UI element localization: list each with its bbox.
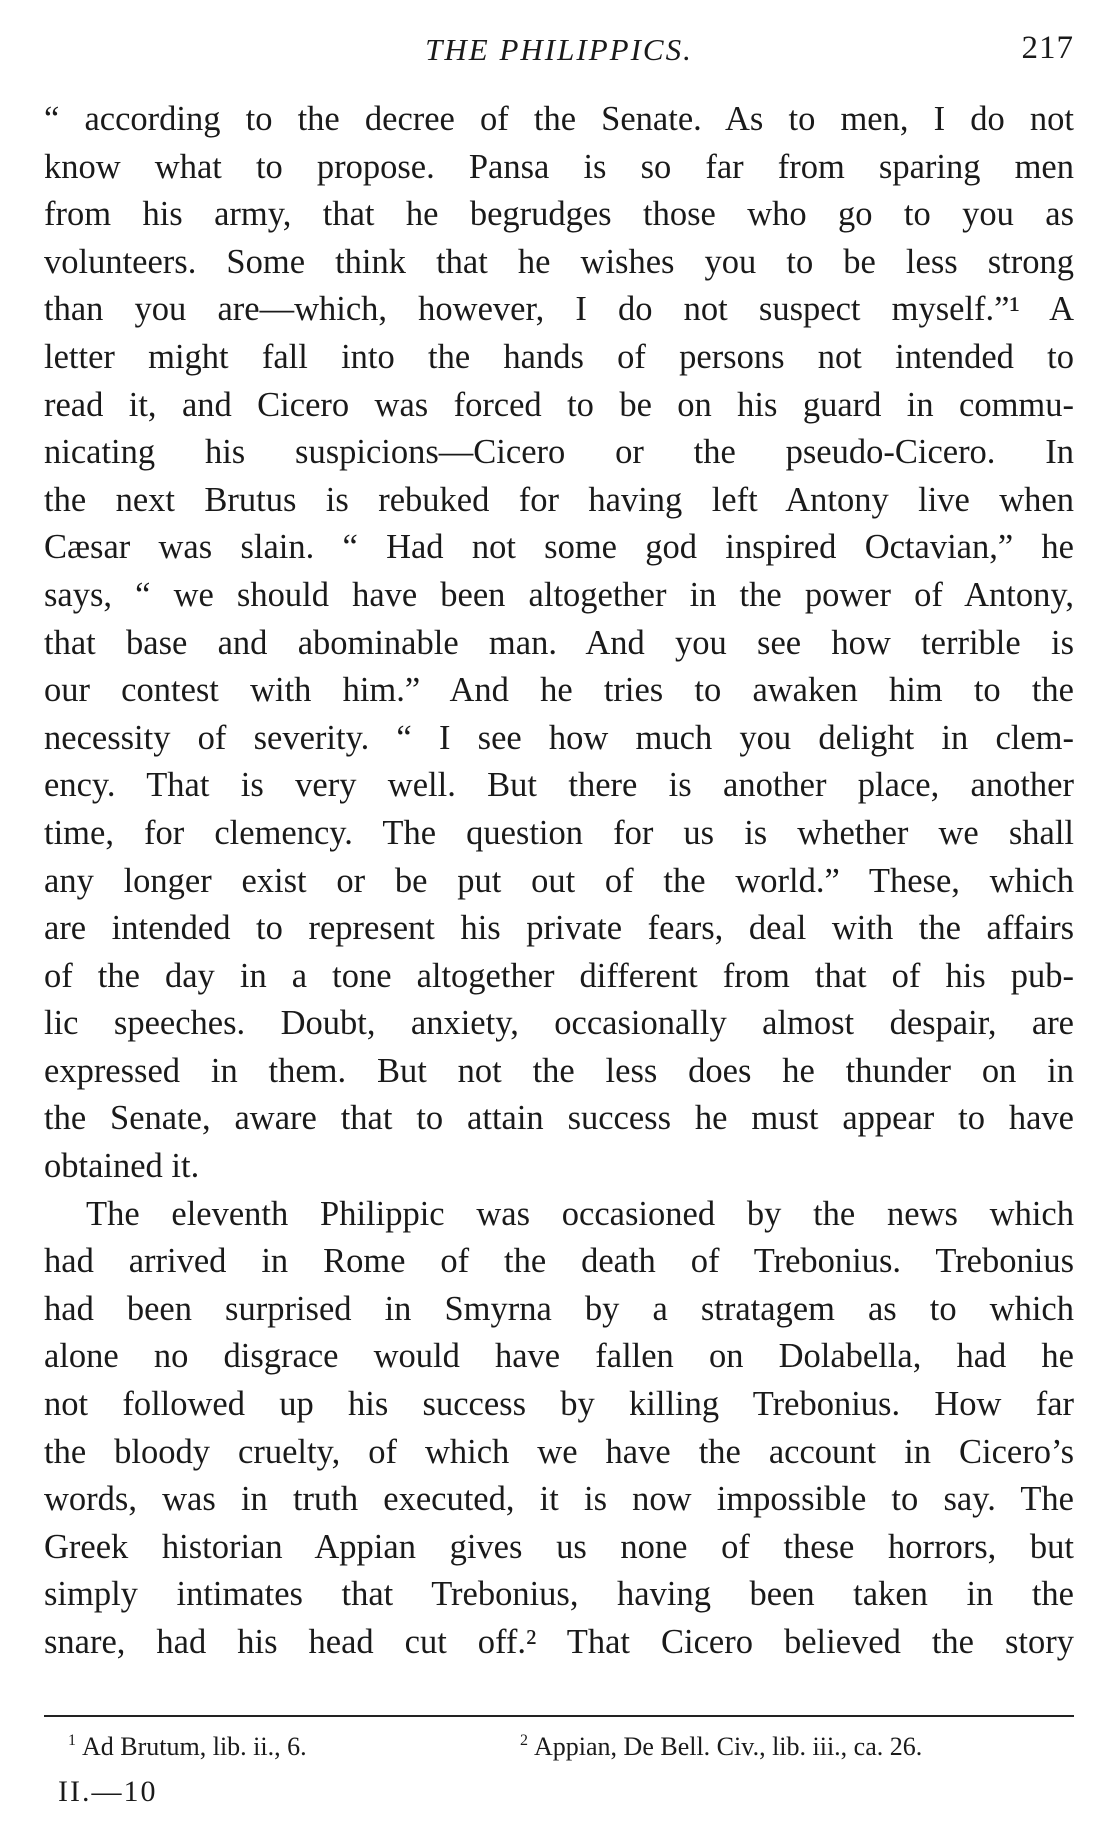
signature-mark: II.—10: [58, 1775, 158, 1808]
text-line: expressed in them. But not the less does he thunder on in: [44, 1051, 1074, 1090]
text-line: any longer exist or be put out of the world.” These, which: [44, 861, 1074, 900]
text-line: letter might fall into the hands of persons not intended to: [44, 337, 1074, 376]
text-line: not followed up his success by killing Trebonius. How far: [44, 1385, 1074, 1424]
text-line: had arrived in Rome of the death of Trebonius. Trebonius: [44, 1242, 1074, 1281]
text-line: know what to propose. Pansa is so far from sparing men: [44, 147, 1074, 186]
text-line: volunteers. Some think that he wishes you to be less strong: [44, 242, 1074, 281]
text-line: “ according to the decree of the Senate. As to men, I do not: [44, 100, 1074, 138]
text-line: necessity of severity. “ I see how much you delight in clem-: [44, 718, 1074, 757]
text-line: ency. That is very well. But there is another place, another: [44, 766, 1074, 805]
text-line: nicating his suspicions—Cicero or the pseudo-Cicero. In: [44, 433, 1074, 472]
text-line: the bloody cruelty, of which we have the account in Cicero’s: [44, 1432, 1074, 1471]
text-line: alone no disgrace would have fallen on Dolabella, had he: [44, 1337, 1074, 1376]
text-line: says, “ we should have been altogether in the power of Antony,: [44, 575, 1074, 614]
text-line: simply intimates that Trebonius, having been taken in the: [44, 1575, 1074, 1614]
text-line: had been surprised in Smyrna by a stratagem as to which: [44, 1289, 1074, 1328]
body-text: [44, 96, 1074, 1667]
text-line: obtained it.: [44, 1147, 200, 1186]
text-line: our contest with him.” And he tries to awaken him to the: [44, 671, 1074, 710]
running-title: THE PHILIPPICS.: [425, 32, 693, 67]
footnote-rule: [44, 1715, 1074, 1717]
text-line: Cæsar was slain. “ Had not some god inspired Octavian,” he: [44, 528, 1074, 567]
text-line: the Senate, aware that to attain success he must appear to have: [44, 1099, 1074, 1138]
text-line: the next Brutus is rebuked for having left Antony live when: [44, 480, 1074, 519]
text-line: time, for clemency. The question for us is whether we shall: [44, 813, 1074, 852]
text-line: The eleventh Philippic was occasioned by the news which: [86, 1194, 1074, 1233]
text-line: than you are—which, however, I do not suspect myself.”¹ A: [44, 290, 1074, 329]
footnote-2-mark: 2: [520, 1732, 528, 1749]
text-line: that base and abominable man. And you see how terrible is: [44, 623, 1074, 662]
page-number: 217: [1021, 30, 1074, 66]
text-line: lic speeches. Doubt, anxiety, occasionally almost despair, are: [44, 1004, 1074, 1043]
text-line: are intended to represent his private fears, deal with the affairs: [44, 909, 1074, 948]
text-line: words, was in truth executed, it is now impossible to say. The: [44, 1480, 1074, 1519]
footnote-1-text: Ad Brutum, lib. ii., 6.: [82, 1732, 307, 1761]
text-line: from his army, that he begrudges those who go to you as: [44, 195, 1074, 234]
footnote-1-mark: 1: [68, 1732, 76, 1749]
text-line: of the day in a tone altogether different from that of his pub-: [44, 956, 1074, 995]
footnote-1: [68, 1732, 307, 1762]
page-header: [44, 30, 1074, 70]
text-line: snare, had his head cut off.² That Cicero believed the story: [44, 1623, 1074, 1661]
text-line: Greek historian Appian gives us none of these horrors, but: [44, 1527, 1074, 1566]
footnote-2-text: Appian, De Bell. Civ., lib. iii., ca. 26.: [534, 1732, 923, 1761]
text-line: read it, and Cicero was forced to be on his guard in commu-: [44, 385, 1074, 424]
footnote-2: [520, 1732, 922, 1762]
